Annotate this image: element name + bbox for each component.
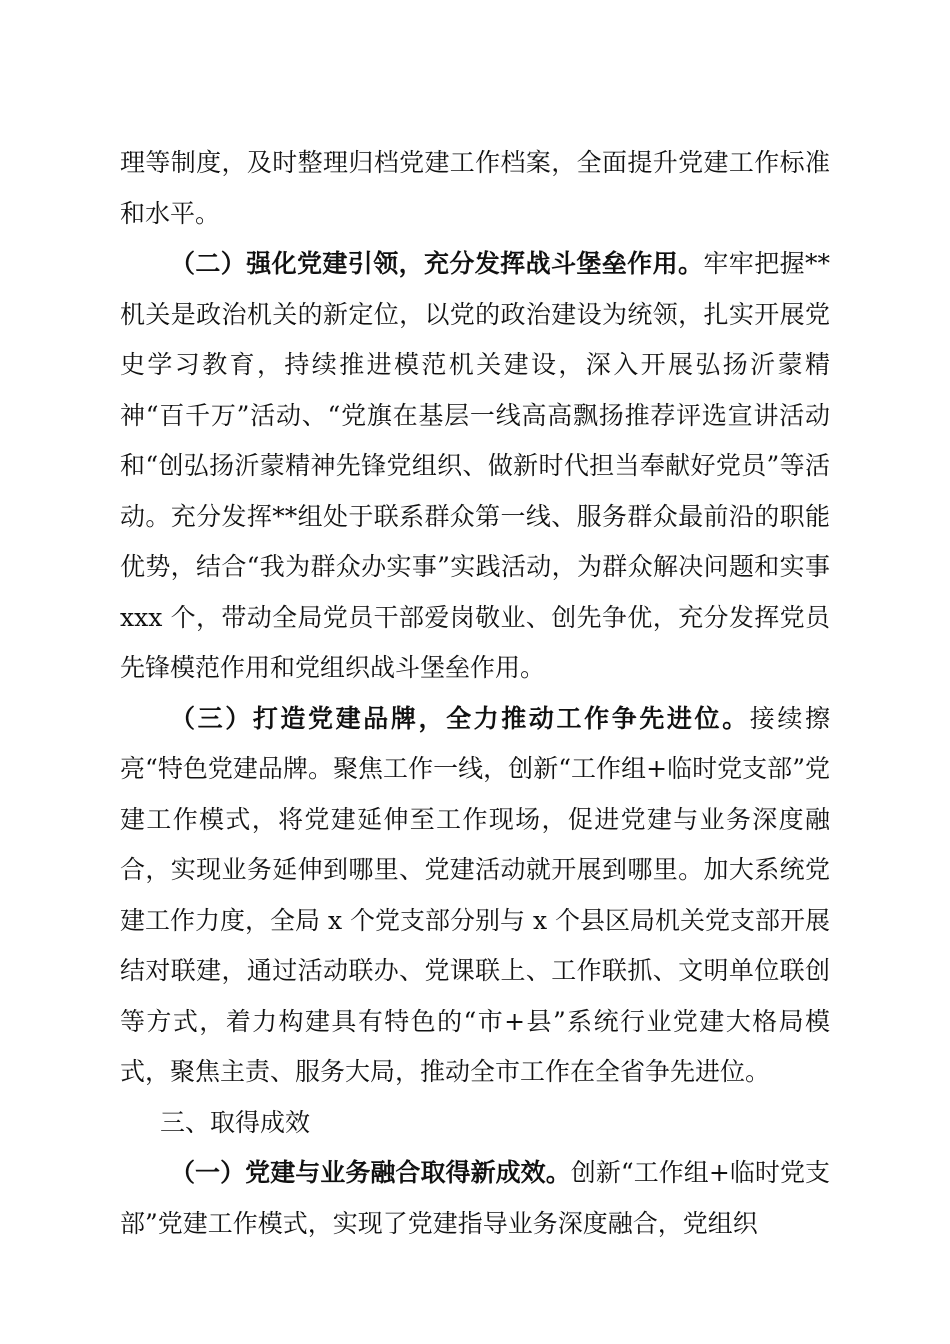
paragraph-continuation xyxy=(120,138,830,239)
section-heading: 三、取得成效 xyxy=(160,1107,311,1137)
paragraph-heading: （二）强化党建引领，充分发挥战斗堡垒作用。 xyxy=(170,249,704,278)
paragraph-build-brand xyxy=(120,694,830,1098)
paragraph-heading: （三）打造党建品牌，全力推动工作争先进位。 xyxy=(170,703,750,733)
document-body xyxy=(120,138,830,1249)
paragraph-heading: （一）党建与业务融合取得新成效。 xyxy=(170,1158,571,1187)
paragraph-text: 牢牢把握**机关是政治机关的新定位，以党的政治建设为统领，扎实开展党史学习教育，持续推进模范机关建设，深入开展弘扬沂蒙精神“百千万”活动、“党旗在基层一线高高飘扬推荐评选宣讲活动和“创弘扬沂蒙精神先锋党组织、做新时代担当奉献好党员”等活动。充分发挥**组处于联系群众第一线、服务群众最前沿的职能优势，结合“我为群众办实事”实践活动，为群众解决问题和实事 xxx 个，带动全局党员干部爱岗敬业、创先争优，充分发挥党员先锋模范作用和党组织战斗堡垒作用。 xyxy=(120,249,830,682)
paragraph-integration-results xyxy=(120,1148,830,1249)
paragraph-text: 理等制度，及时整理归档党建工作档案，全面提升党建工作标准和水平。 xyxy=(120,148,830,228)
paragraph-text: 创新“工作组+临时党支部”党建工作模式，实现了党建指导业务深度融合，党组织 xyxy=(120,1158,830,1238)
paragraph-text: 接续擦亮“特色党建品牌。聚焦工作一线，创新“工作组+临时党支部”党建工作模式，将党建延伸至工作现场，促进党建与业务深度融合，实现业务延伸到哪里、党建活动就开展到哪里。加大系统党建工作力度，全局 x 个党支部分别与 x 个县区局机关党支部开展结对联建，通过活动联办、党课联上、工作联抓、文明单位联创等方式，着力构建具有特色的“市+县”系统行业党建大格局模式，聚焦主责、服务大局，推动全市工作在全省争先进位。 xyxy=(120,703,830,1086)
paragraph-strengthen-leadership xyxy=(120,239,830,694)
